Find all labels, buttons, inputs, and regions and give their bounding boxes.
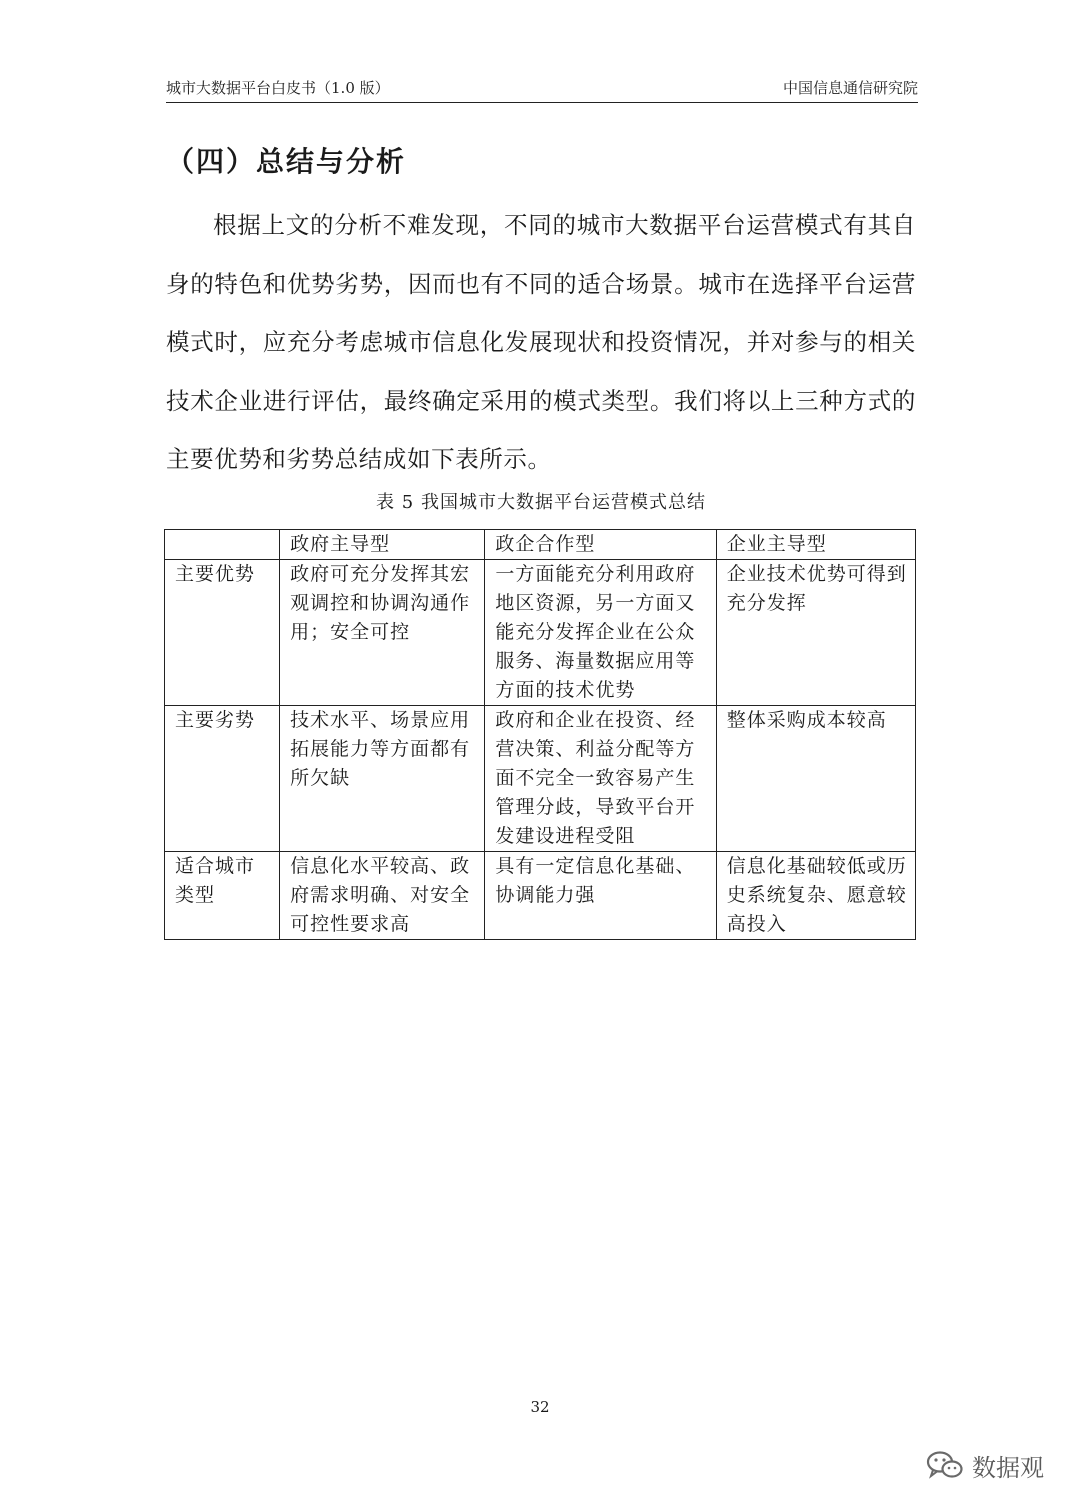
table-cell: 政府可充分发挥其宏观调控和协调沟通作用；安全可控 <box>280 560 485 706</box>
table-cell: 政府和企业在投资、经营决策、利益分配等方面不完全一致容易产生管理分歧，导致平台开发建设进程受阻 <box>485 706 716 852</box>
table-header-cell: 政府主导型 <box>280 530 485 560</box>
table-row <box>165 560 916 706</box>
wechat-icon <box>926 1450 964 1480</box>
table-cell: 信息化基础较低或历史系统复杂、愿意较高投入 <box>716 852 915 940</box>
table-row <box>165 706 916 852</box>
row-label: 主要劣势 <box>165 706 280 852</box>
page-header <box>166 76 918 103</box>
row-label: 适合城市类型 <box>165 852 280 940</box>
table-header-row <box>165 530 916 560</box>
section-heading: （四）总结与分析 <box>166 145 407 178</box>
table-caption: 表 5 我国城市大数据平台运营模式总结 <box>376 492 706 513</box>
table-row <box>165 852 916 940</box>
watermark-text: 数据观 <box>972 1453 1044 1482</box>
table-cell: 一方面能充分利用政府地区资源，另一方面又能充分发挥企业在公众服务、海量数据应用等方面的技术优势 <box>485 560 716 706</box>
summary-table <box>164 529 916 940</box>
table-cell: 技术水平、场景应用拓展能力等方面都有所欠缺 <box>280 706 485 852</box>
table-cell: 企业技术优势可得到充分发挥 <box>716 560 915 706</box>
table-cell: 信息化水平较高、政府需求明确、对安全可控性要求高 <box>280 852 485 940</box>
table-cell: 具有一定信息化基础、协调能力强 <box>485 852 716 940</box>
table-cell: 整体采购成本较高 <box>716 706 915 852</box>
table-header-cell: 企业主导型 <box>716 530 915 560</box>
table-header-cell <box>165 530 280 560</box>
table-header-cell: 政企合作型 <box>485 530 716 560</box>
header-document-title: 城市大数据平台白皮书（1.0 版） <box>166 79 390 97</box>
watermark <box>926 1447 1044 1483</box>
row-label: 主要优势 <box>165 560 280 706</box>
page-number: 32 <box>530 1398 550 1416</box>
header-organization: 中国信息通信研究院 <box>782 79 918 97</box>
body-paragraph: 根据上文的分析不难发现，不同的城市大数据平台运营模式有其自身的特色和优势劣势，因而也有不同的适合场景。城市在选择平台运营模式时，应充分考虑城市信息化发展现状和投资情况，并对参与的相关技术企业进行评估，最终确定采用的模式类型。我们将以上三种方式的主要优势和劣势总结成如下表所示。 <box>166 211 916 473</box>
